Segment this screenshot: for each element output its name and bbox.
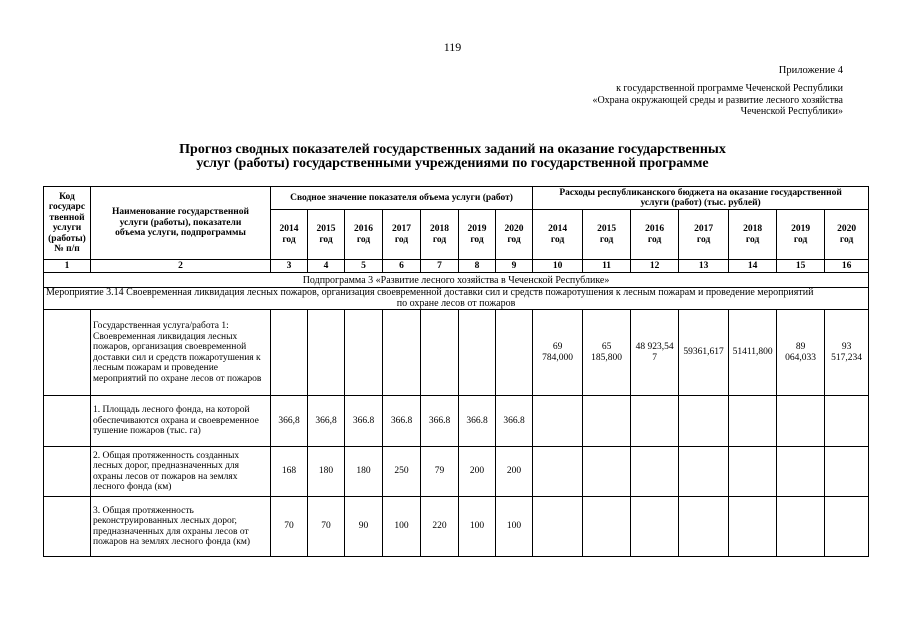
volume-cell: 366.8 — [496, 396, 533, 447]
expense-year-header: 2016 год — [631, 210, 679, 260]
expense-cell — [583, 396, 631, 447]
code-cell — [44, 396, 91, 447]
service-name-cell: Государственная услуга/работа 1: Своевременная ликвидация лесных пожаров, организация своевременной доставки сил и средств пожаротушения к лесным пожарам и проведение мероприятий по охране лесов от пожаров — [91, 310, 271, 396]
volume-cell: 366,8 — [271, 396, 308, 447]
volume-cell: 366.8 — [421, 396, 459, 447]
volume-cell: 366,8 — [308, 396, 345, 447]
volume-year-header: 2018 год — [421, 210, 459, 260]
service-name-cell: 2. Общая протяженность созданных лесных дорог, предназначенных для охраны лесов от пожаров на землях лесного фонда (км) — [91, 447, 271, 497]
expense-cell: 59361,617 — [679, 310, 729, 396]
code-cell — [44, 497, 91, 557]
volume-year-header: 2016 год — [345, 210, 383, 260]
expense-cell — [679, 396, 729, 447]
expense-year-header: 2015 год — [583, 210, 631, 260]
volume-cell: 100 — [383, 497, 421, 557]
expense-cell — [533, 447, 583, 497]
column-number: 3 — [271, 260, 308, 273]
volume-cell: 90 — [345, 497, 383, 557]
expense-cell — [533, 396, 583, 447]
basis-line: «Охрана окружающей среды и развитие лесного хозяйства — [592, 94, 843, 106]
column-number: 11 — [583, 260, 631, 273]
column-number: 9 — [496, 260, 533, 273]
document-title — [0, 143, 905, 171]
column-number: 7 — [421, 260, 459, 273]
expense-cell — [729, 497, 777, 557]
expense-cell — [825, 447, 869, 497]
column-number: 12 — [631, 260, 679, 273]
expense-cell — [583, 497, 631, 557]
expense-cell — [777, 396, 825, 447]
expense-cell — [777, 447, 825, 497]
col-header-code: Код государс твенной услуги (работы) № п/п — [44, 187, 91, 260]
expense-cell: 89 064,033 — [777, 310, 825, 396]
volume-cell — [421, 310, 459, 396]
column-number: 13 — [679, 260, 729, 273]
program-basis — [592, 83, 843, 118]
column-number: 10 — [533, 260, 583, 273]
service-name-cell: 1. Площадь лесного фонда, на которой обеспечиваются охрана и своевременное тушение пожаров (тыс. га) — [91, 396, 271, 447]
volume-year-header: 2020 год — [496, 210, 533, 260]
expense-cell: 51411,800 — [729, 310, 777, 396]
expense-cell: 65 185,800 — [583, 310, 631, 396]
expense-cell — [777, 497, 825, 557]
volume-cell: 180 — [308, 447, 345, 497]
volume-cell — [496, 310, 533, 396]
expense-cell — [533, 497, 583, 557]
volume-year-header: 2017 год — [383, 210, 421, 260]
volume-cell — [459, 310, 496, 396]
basis-line: Чеченской Республики» — [740, 106, 843, 117]
volume-cell — [345, 310, 383, 396]
col-header-name: Наименование государственной услуги (работы), показатели объема услуги, подпрограммы — [91, 187, 271, 260]
volume-cell: 168 — [271, 447, 308, 497]
volume-cell: 70 — [308, 497, 345, 557]
volume-cell: 366.8 — [459, 396, 496, 447]
volume-cell: 366.8 — [383, 396, 421, 447]
expense-cell — [825, 396, 869, 447]
volume-cell: 220 — [421, 497, 459, 557]
page-number: 119 — [443, 40, 462, 54]
expense-cell: 69 784,000 — [533, 310, 583, 396]
column-number: 2 — [91, 260, 271, 273]
expense-year-header: 2014 год — [533, 210, 583, 260]
expense-year-header: 2020 год — [825, 210, 869, 260]
table-row — [44, 310, 869, 396]
expense-cell — [679, 497, 729, 557]
expense-cell — [825, 497, 869, 557]
expense-year-header: 2018 год — [729, 210, 777, 260]
column-number: 15 — [777, 260, 825, 273]
group-header-expense: Расходы республиканского бюджета на оказание государственной услуги (работ) (тыс. рублей) — [533, 187, 869, 210]
volume-cell — [383, 310, 421, 396]
expense-cell — [729, 396, 777, 447]
volume-cell: 366.8 — [345, 396, 383, 447]
expense-cell — [631, 447, 679, 497]
basis-line: к государственной программе Чеченской Республики — [616, 83, 843, 94]
column-number: 4 — [308, 260, 345, 273]
expense-cell — [729, 447, 777, 497]
expense-cell — [631, 497, 679, 557]
volume-cell: 200 — [496, 447, 533, 497]
column-number: 5 — [345, 260, 383, 273]
volume-year-header: 2015 год — [308, 210, 345, 260]
code-cell — [44, 310, 91, 396]
column-number: 1 — [44, 260, 91, 273]
measure-title: Мероприятие 3.14 Своевременная ликвидация лесных пожаров, организация своевременной доставки сил и средств пожаротушения к лесным пожарам и проведение мероприятий по охране лесов от пожаров — [44, 288, 869, 310]
volume-cell: 70 — [271, 497, 308, 557]
table-row — [44, 396, 869, 447]
indicators-table — [43, 186, 869, 557]
title-line: Прогноз сводных показателей государственных заданий на оказание государственных — [179, 142, 726, 157]
expense-cell — [631, 396, 679, 447]
volume-cell: 100 — [459, 497, 496, 557]
expense-cell — [583, 447, 631, 497]
title-line: услуг (работы) государственными учреждениями по государственной программе — [196, 156, 709, 171]
expense-cell — [679, 447, 729, 497]
volume-cell: 200 — [459, 447, 496, 497]
expense-cell: 93 517,234 — [825, 310, 869, 396]
volume-cell — [271, 310, 308, 396]
appendix-label: Приложение 4 — [778, 65, 843, 76]
volume-cell — [308, 310, 345, 396]
volume-cell: 79 — [421, 447, 459, 497]
column-number: 14 — [729, 260, 777, 273]
subprogram-title: Подпрограмма 3 «Развитие лесного хозяйства в Чеченской Республике» — [44, 273, 869, 288]
group-header-volume: Сводное значение показателя объема услуги (работ) — [271, 187, 533, 210]
volume-cell: 180 — [345, 447, 383, 497]
table-row — [44, 447, 869, 497]
volume-cell: 100 — [496, 497, 533, 557]
volume-cell: 250 — [383, 447, 421, 497]
expense-cell: 48 923,54 7 — [631, 310, 679, 396]
column-number: 16 — [825, 260, 869, 273]
code-cell — [44, 447, 91, 497]
column-number: 6 — [383, 260, 421, 273]
expense-year-header: 2017 год — [679, 210, 729, 260]
expense-year-header: 2019 год — [777, 210, 825, 260]
table-row — [44, 497, 869, 557]
service-name-cell: 3. Общая протяженность реконструированных лесных дорог, предназначенных для охраны лесов от пожаров на землях лесного фонда (км) — [91, 497, 271, 557]
column-number: 8 — [459, 260, 496, 273]
volume-year-header: 2019 год — [459, 210, 496, 260]
volume-year-header: 2014 год — [271, 210, 308, 260]
